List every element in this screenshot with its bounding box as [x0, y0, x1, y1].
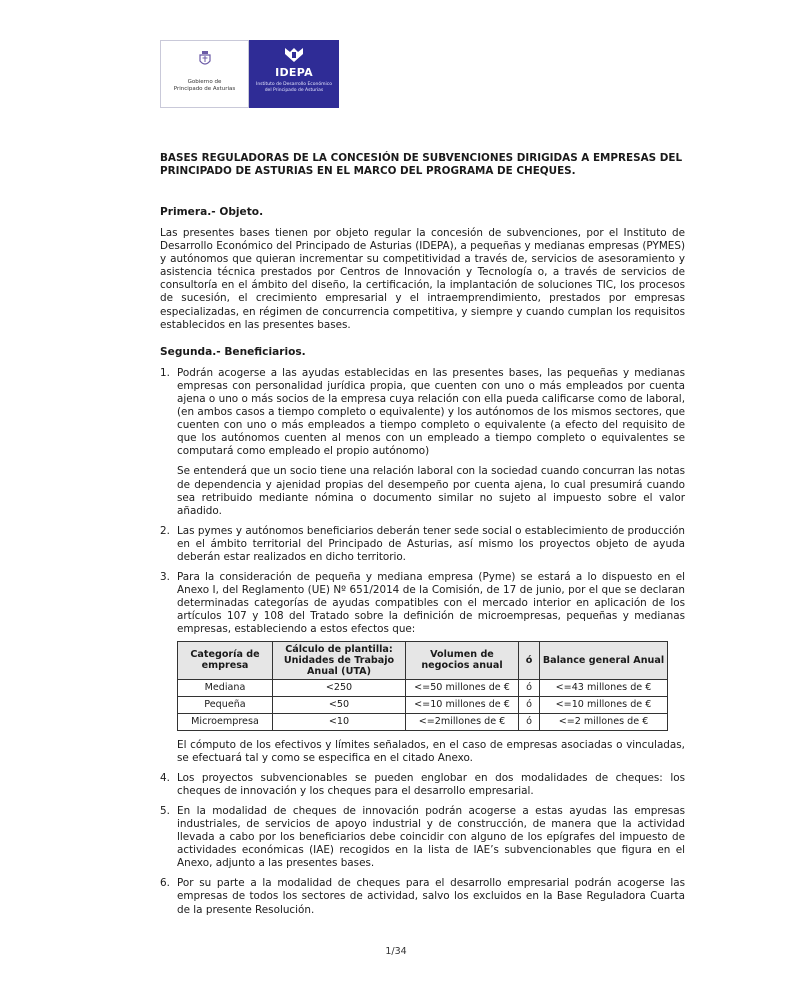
government-text: Gobierno de Principado de Asturias: [173, 79, 236, 92]
beneficiaries-list-continued: [160, 772, 685, 917]
beneficiaries-list: [160, 367, 685, 637]
list-item: 6. Por su parte a la modalidad de cheques para el desarrollo empresarial podrán acogerse las empresas de todos los sectores de actividad, salvo los excluidos en la Base Reguladora Cuarta de la presente Resolución.: [160, 877, 685, 916]
table-note: El cómputo de los efectivos y límites señalados, en el caso de empresas asociadas o vinculadas, se efectuará tal y como se especifica en el citado Anexo.: [177, 738, 685, 764]
table-header: Categoría de empresa: [178, 641, 273, 679]
government-logo: [160, 40, 249, 108]
table-row: Pequeña <50 <=10 millones de € ó <=10 millones de €: [178, 696, 668, 713]
table-header: Balance general Anual: [540, 641, 668, 679]
idepa-logo: [249, 40, 339, 108]
list-item: 5. En la modalidad de cheques de innovación podrán acogerse a estas ayudas las empresas industriales, de servicios de apoyo industrial y de construcción, de manera que la actividad llevada a cabo por los beneficiarios debe coincidir con alguno de los epígrafes del impuesto de actividades económicas (IAE) recogidos en la lista de IAE’s subvencionables que figura en el Anexo, adjunto a las presentes bases.: [160, 804, 685, 870]
table-row: Mediana <250 <=50 millones de € ó <=43 millones de €: [178, 679, 668, 696]
document-body: [160, 152, 685, 917]
list-item: 3. Para la consideración de pequeña y mediana empresa (Pyme) se estará a lo dispuesto en el Anexo I, del Reglamento (UE) Nº 651/2014 de la Comisión, de 17 de junio, por el que se declaran determinadas categorías de ayudas compatibles con el mercado interior en aplicación de los artículos 107 y 108 del Tratado sobre la definición de microempresas, pequeñas y medianas empresas, estableciendo a estos efectos que:: [160, 571, 685, 636]
header-logos: [160, 40, 340, 108]
idepa-mark-icon: [283, 46, 305, 64]
list-item: 1. Podrán acogerse a las ayudas establecidas en las presentes bases, las pequeñas y medianas empresas con personalidad jurídica propia, que cuenten con uno o más empleados por cuenta ajena o uno o más socios de la empresa cuya relación con ella pueda calificarse como de laboral, (en ambos casos a tiempo completo o equivalente) y los autónomos de los mismos sectores, que cuenten con uno o más empleados a tiempo completo o equivalente (a efecto del requisito de que los autónomos cuenten al menos con un empleado a tiempo completo o equivalentes se computará como empleado el propio autónomo) Se entenderá que un socio tiene una relación laboral con la sociedad cuando concurran las notas de dependencia y ajenidad propias del desempeño por cuenta ajena, lo cual presumirá cuando sea retribuido mediante nómina o documento similar no sujeto al impuesto sobre el valor añadido.: [160, 366, 685, 517]
list-item: 2. Las pymes y autónomos beneficiarios deberán tener sede social o establecimiento de producción en el ámbito territorial del Principado de Asturias, así mismo los proyectos objeto de ayuda deberán estar realizados en dicho territorio.: [160, 524, 685, 563]
section-text-primera: Las presentes bases tienen por objeto regular la concesión de subvenciones, por el Instituto de Desarrollo Económico del Principado de Asturias (IDEPA), a pequeñas y medianas empresas (PYMES) y autónomos que quieran incrementar su competitividad a través de, servicios de asesoramiento y asistencia técnica prestados por Centros de Innovación y Tecnología o, a través de servicios de consultoría en el ámbito del diseño, la certificación, la implantación de soluciones TIC, los procesos de sucesión, el crecimiento empresarial y el intraemprendimiento, prestados por empresas especializadas, en régimen de concurrencia competitiva, y siempre y cuando cumplan los requisitos establecidos en las presentes bases.: [160, 227, 685, 331]
idepa-subtitle: Instituto de Desarrollo Económico del Principado de Asturias: [256, 82, 332, 93]
table-header: Volumen de negocios anual: [406, 641, 519, 679]
table-row: Microempresa <10 <=2millones de € ó <=2 millones de €: [178, 713, 668, 730]
list-item: 4. Los proyectos subvencionables se pueden englobar en dos modalidades de cheques: los cheques de innovación y los cheques para el desarrollo empresarial.: [160, 771, 685, 797]
crest-icon: [199, 51, 211, 67]
table-header: Cálculo de plantilla: Unidades de Trabajo Anual (UTA): [273, 641, 406, 679]
section-heading-primera: Primera.- Objeto.: [160, 206, 264, 218]
sme-criteria-table: [177, 641, 668, 731]
table-header: ó: [519, 641, 540, 679]
page-number: 1/34: [385, 946, 407, 957]
idepa-name: IDEPA: [275, 66, 313, 79]
section-heading-segunda: Segunda.- Beneficiarios.: [160, 345, 306, 358]
document-title: BASES REGULADORAS DE LA CONCESIÓN DE SUBVENCIONES DIRIGIDAS A EMPRESAS DEL PRINCIPADO DE ASTURIAS EN EL MARCO DEL PROGRAMA DE CHEQUES.: [160, 152, 683, 177]
